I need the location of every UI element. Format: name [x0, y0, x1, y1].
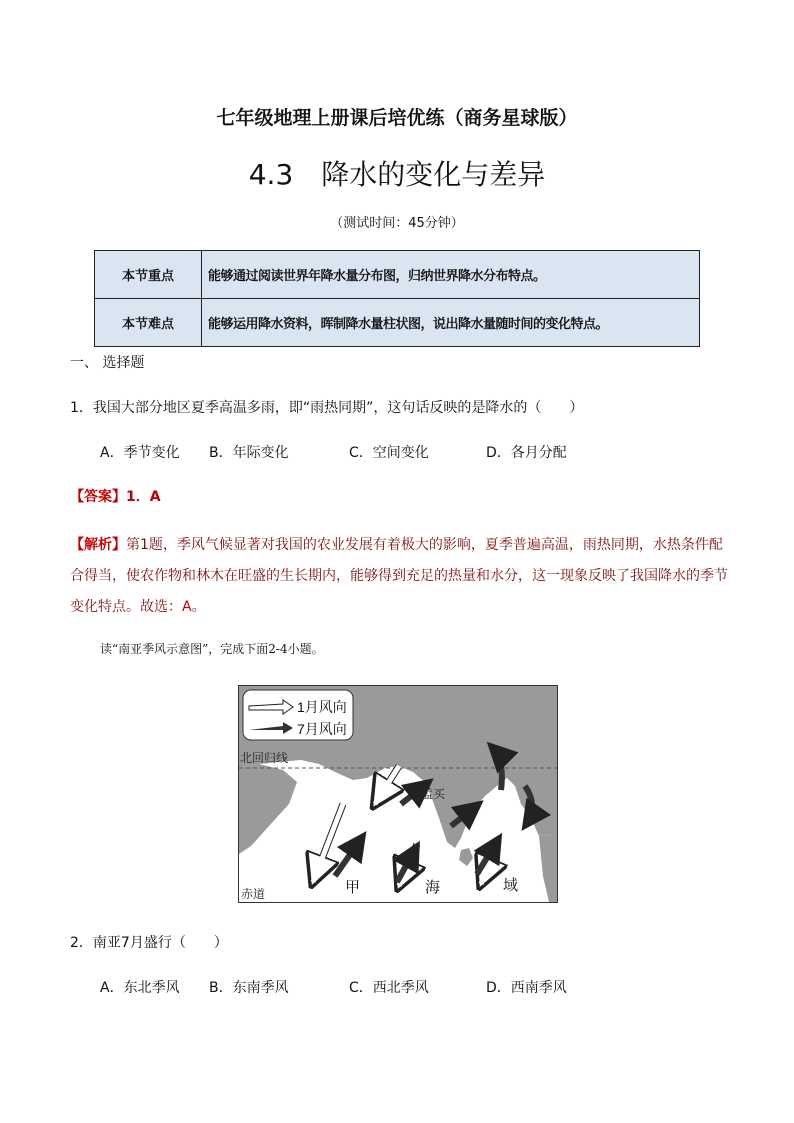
- legend-jul-label: 7月风向: [297, 721, 347, 737]
- arabia-land: [239, 764, 297, 854]
- jul-wind-arrow: [335, 836, 363, 876]
- focus-key: 本节重点: [95, 251, 202, 299]
- sri-lanka: [459, 848, 473, 866]
- answer-text: 1．A: [126, 489, 161, 505]
- analysis-label: 【解析】: [70, 537, 126, 553]
- q1-option-c: C．空间变化: [349, 445, 429, 461]
- analysis-answer: A: [182, 599, 192, 615]
- q1-option-b: B．年际变化: [209, 445, 289, 461]
- q2-option-a: A．东北季风: [100, 980, 180, 996]
- q1-option-d: D．各月分配: [486, 445, 567, 461]
- lesson-heading: 4.3 降水的变化与差异: [248, 158, 546, 191]
- legend-jan-label: 1月风向: [297, 699, 347, 715]
- table-row: [95, 251, 700, 299]
- document-title: 七年级地理上册课后培优练（商务星球版）: [216, 107, 578, 129]
- equator-label: 赤道: [241, 887, 266, 901]
- section-heading: 一、 选择题: [70, 355, 145, 371]
- answer-label: 【答案】: [70, 489, 126, 505]
- tropic-label: 北回归线: [240, 751, 289, 765]
- mumbai-label: 孟买: [421, 787, 446, 801]
- question-1: 1．我国大部分地区夏季高温多雨，即“雨热同期”，这句话反映的是降水的（ ）: [70, 400, 584, 416]
- analysis-paragraph: [70, 530, 730, 623]
- read-prompt: 读“南亚季风示意图”，完成下面2-4小题。: [100, 642, 324, 656]
- focus-table: [94, 250, 700, 347]
- sea-char-2: 海: [425, 879, 441, 896]
- southeast-asia: [539, 834, 557, 902]
- q1-option-a: A．季节变化: [100, 445, 180, 461]
- focus-value: 能够通过阅读世界年降水量分布图，归纳世界降水分布特点。: [202, 251, 700, 299]
- sea-char-1: 甲: [345, 879, 361, 896]
- analysis-end: 。: [191, 599, 206, 615]
- q2-option-d: D．西南季风: [486, 980, 567, 996]
- sea-char-3: 域: [503, 877, 519, 894]
- question-2: 2．南亚7月盛行（ ）: [70, 935, 228, 951]
- difficulty-value: 能够运用降水资料，晖制降水量柱状图，说出降水量随时间的变化特点。: [202, 299, 700, 347]
- test-time: （测试时间：45分钟）: [330, 216, 464, 231]
- analysis-text: 第1题，季风气候显著对我国的农业发展有着极大的影响，夏季普遍高温，雨热同期，水热条件配合得当，使农作物和林木在旺盛的生长期内，能够得到充足的热量和水分，这一现象反映了我国降水的季节变化特点。故选：: [70, 537, 728, 615]
- difficulty-key: 本节难点: [95, 299, 202, 347]
- q2-option-c: C．西北季风: [349, 980, 429, 996]
- south-asia-monsoon-map: [238, 685, 558, 903]
- q2-option-b: B．东南季风: [209, 980, 289, 996]
- jul-wind-arrow: [397, 846, 417, 882]
- answer-line: [70, 486, 161, 506]
- table-row: [95, 299, 700, 347]
